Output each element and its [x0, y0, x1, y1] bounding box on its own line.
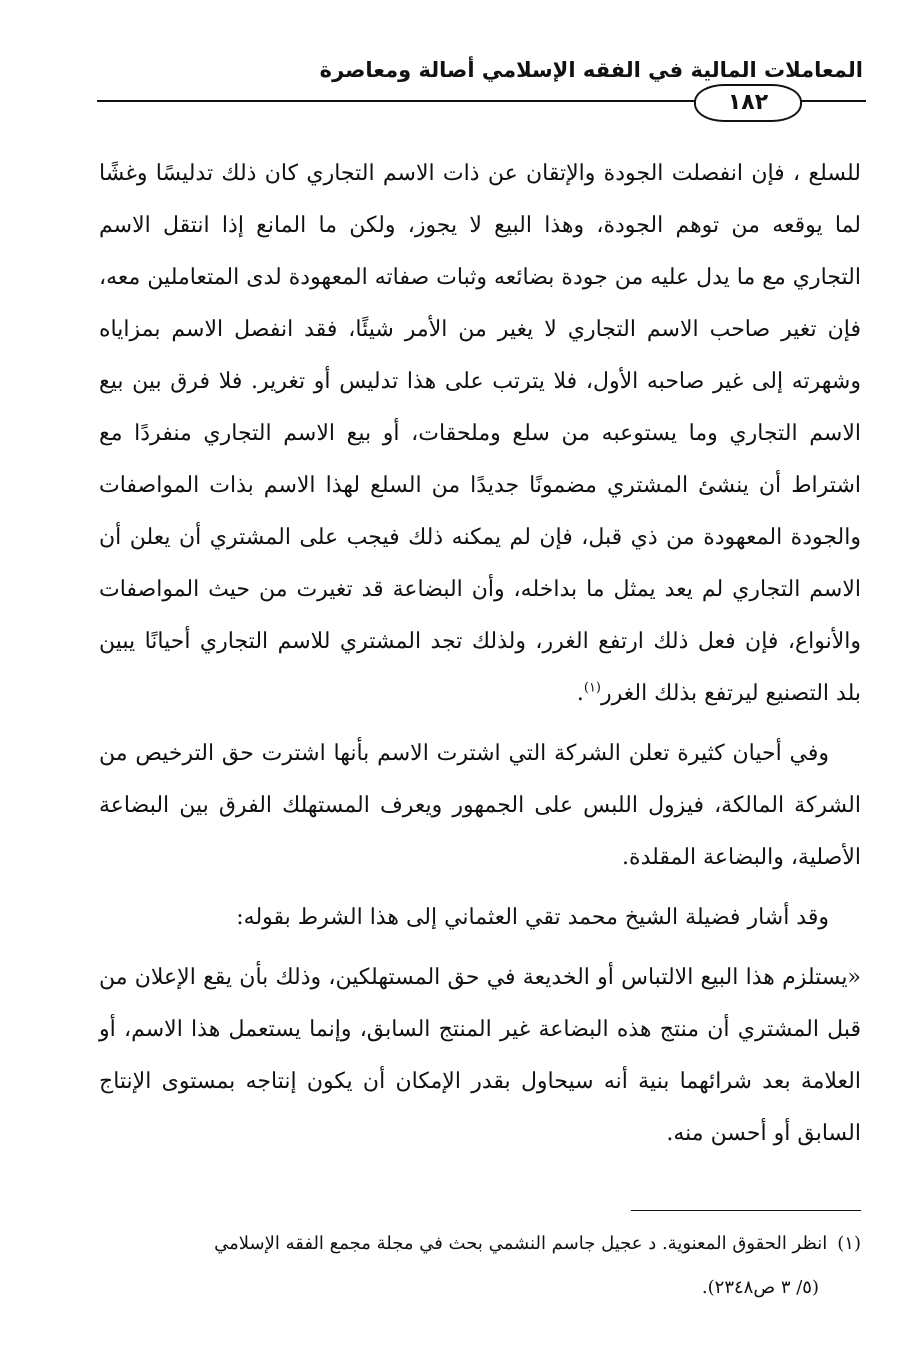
- paragraph-3: وقد أشار فضيلة الشيخ محمد تقي العثماني إلى هذا الشرط بقوله:: [236, 905, 829, 930]
- paragraph-4-quote: «يستلزم هذا البيع الالتباس أو الخديعة في حق المستهلكين، وذلك بأن يقع الإعلان من قبل المشتري أن منتج هذه البضاعة غير المنتج السابق، وإنما يستعمل هذا الاسم، أو العلامة بعد شرائهما بنية أنه سيحاول بقدر الإمكان أن يكون إنتاجه بمستوى الإنتاج السابق أو أحسن منه.: [99, 965, 861, 1146]
- footnotes: [99, 1222, 861, 1310]
- footnote-1-text: انظر الحقوق المعنوية. د عجيل جاسم النشمي بحث في مجلة مجمع الفقه الإسلامي: [214, 1233, 828, 1254]
- footnote-separator: [631, 1210, 861, 1211]
- footnote-1: [99, 1222, 861, 1266]
- paragraph-1-text: للسلع ، فإن انفصلت الجودة والإتقان عن ذات الاسم التجاري كان ذلك تدليسًا وغشًا لما يوقعه من توهم الجودة، وهذا البيع لا يجوز، ولكن ما المانع إذا انتقل الاسم التجاري مع ما يدل عليه من جودة بضائعه وثبات صفاته المعهودة لدى المتعاملين معه، فإن تغير صاحب الاسم التجاري لا يغير من الأمر شيئًا، فقد انفصل الاسم بمزاياه وشهرته إلى غير صاحبه الأول، فلا يترتب على هذا تدليس أو تغرير. فلا فرق بين بيع الاسم التجاري وما يستوعبه من سلع وملحقات، أو بيع الاسم التجاري منفردًا مع اشتراط أن ينشئ المشتري مضمونًا جديدًا من السلع لهذا الاسم بذات المواصفات والجودة المعهودة من ذي قبل، فإن لم يمكنه ذلك فيجب على المشتري أن يعلن أن الاسم التجاري لم يعد يمثل ما بداخله، وأن البضاعة قد تغيرت من حيث المواصفات والأنواع، فإن فعل ذلك ارتفع الغرر، ولذلك تجد المشتري للاسم التجاري أحيانًا يبين بلد التصنيع ليرتفع بذلك الغرر: [99, 161, 861, 706]
- main-text: [99, 148, 861, 1160]
- paragraph-1-end: .: [576, 681, 584, 706]
- paragraph-1: [99, 148, 861, 720]
- footnote-reference-1: (١): [583, 680, 601, 696]
- footnote-1-continuation: (٥/ ٣ ص٢٣٤٨).: [701, 1277, 819, 1298]
- running-header-title: المعاملات المالية في الفقه الإسلامي أصالة ومعاصرة: [319, 58, 863, 82]
- paragraph-2: وفي أحيان كثيرة تعلن الشركة التي اشترت الاسم بأنها اشترت حق الترخيص من الشركة المالكة، فيزول اللبس على الجمهور ويعرف المستهلك الفرق بين البضاعة الأصلية، والبضاعة المقلدة.: [99, 741, 861, 870]
- page-number-badge: ١٨٢: [694, 84, 802, 122]
- footnote-1-number: (١): [837, 1233, 861, 1254]
